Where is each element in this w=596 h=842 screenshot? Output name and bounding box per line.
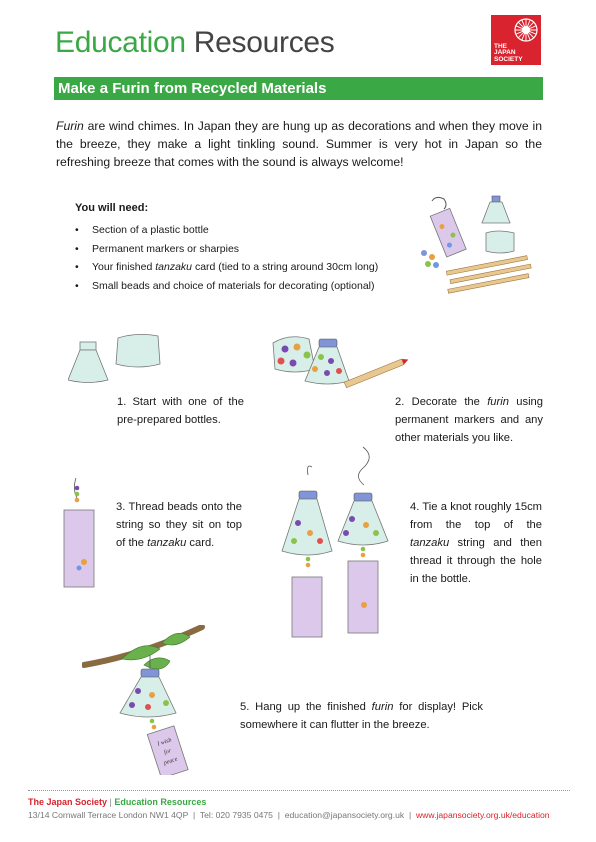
step-4-emphasis: tanzaku — [410, 537, 450, 549]
footer-section: Education Resources — [114, 797, 207, 807]
step-4-text — [410, 498, 542, 588]
step1-bottles-illustration — [68, 328, 163, 386]
step-5-text-b: for display! Pick somewhere it can flutter in the breeze. — [240, 701, 483, 731]
materials-item: • Section of a plastic bottle — [75, 223, 378, 242]
step5-hanging-illustration — [82, 625, 232, 775]
sun-emblem-icon — [513, 17, 539, 43]
materials-item — [75, 260, 378, 279]
card-line-2: for — [163, 748, 172, 756]
materials-item-text: Your finished — [92, 261, 156, 273]
japan-society-logo — [491, 15, 541, 65]
footer-tel: Tel: 020 7935 0475 — [199, 810, 273, 820]
footer-divider-2: | — [277, 810, 280, 820]
step-3-emphasis: tanzaku — [147, 537, 187, 549]
footer-contact-line — [28, 810, 550, 820]
materials-illustration — [410, 193, 535, 298]
page-header-title — [55, 26, 334, 60]
intro-text: are wind chimes. In Japan they are hung up as decorations and when they move in the breeze, they make a light tinkling sound. Summer is very hot in Japan so the refreshing breeze that comes with the sound is always welcome! — [56, 119, 542, 169]
section-banner: Make a Furin from Recycled Materials — [54, 77, 543, 100]
step-3-text — [116, 498, 242, 552]
logo-line-1: THE — [494, 42, 507, 50]
step-4-text-b: string and then thread it through the hole in the bottle. — [410, 537, 542, 585]
materials-heading: You will need: — [75, 202, 149, 214]
step-3-text-a: 3. Thread beads onto the string so they sit on top of the — [116, 501, 242, 549]
footer-org-line — [28, 797, 206, 807]
footer-divider-3: | — [408, 810, 412, 820]
step-4-text-a: 4. Tie a knot roughly 15cm from the top of the — [410, 501, 542, 531]
footer-url-link[interactable]: www.japansociety.org.uk/education — [415, 810, 550, 820]
intro-paragraph — [56, 117, 542, 171]
step3-beads-illustration — [58, 470, 106, 595]
step-2-text-b: using permanent markers and any other materials you like. — [395, 396, 543, 444]
intro-lead-word: Furin — [56, 119, 84, 133]
step-2-text-a: 2. Decorate the — [395, 396, 488, 408]
step2-decorate-illustration — [265, 325, 410, 395]
footer-divider — [28, 790, 570, 791]
logo-wordmark — [494, 44, 523, 64]
step4-tie-knot-illustration — [268, 445, 398, 640]
materials-item: • Permanent markers or sharpies — [75, 242, 378, 261]
step-5-text-a: 5. Hang up the finished — [240, 701, 372, 713]
logo-line-2: JAPAN — [494, 49, 516, 56]
materials-item: • Small beads and choice of materials for decorating (optional) — [75, 279, 378, 298]
card-line-3: peace — [163, 756, 179, 767]
footer-address: 13/14 Cornwall Terrace London NW1 4QP — [28, 810, 189, 820]
footer-org: The Japan Society — [28, 797, 108, 807]
header-title-part2: Resources — [193, 26, 335, 59]
step-1-text: 1. Start with one of the pre-prepared bottles. — [117, 396, 244, 426]
footer-divider-1: | — [192, 810, 196, 820]
step-5-emphasis: furin — [371, 701, 394, 713]
step-2-text — [395, 393, 543, 447]
footer-separator: | — [107, 797, 115, 807]
materials-list — [75, 223, 378, 297]
header-title-part1: Education — [55, 26, 186, 59]
logo-line-3: SOCIETY — [494, 55, 523, 63]
materials-item-text: card (tied to a string around 30cm long) — [192, 261, 379, 273]
footer-email-link[interactable]: education@japansociety.org.uk — [284, 810, 405, 820]
step-2-emphasis: furin — [487, 396, 509, 408]
materials-item-emphasis: tanzaku — [155, 261, 193, 273]
step-5-text — [240, 698, 483, 734]
step-3-text-b: card. — [186, 537, 215, 549]
card-line-1: I wish — [156, 737, 173, 748]
